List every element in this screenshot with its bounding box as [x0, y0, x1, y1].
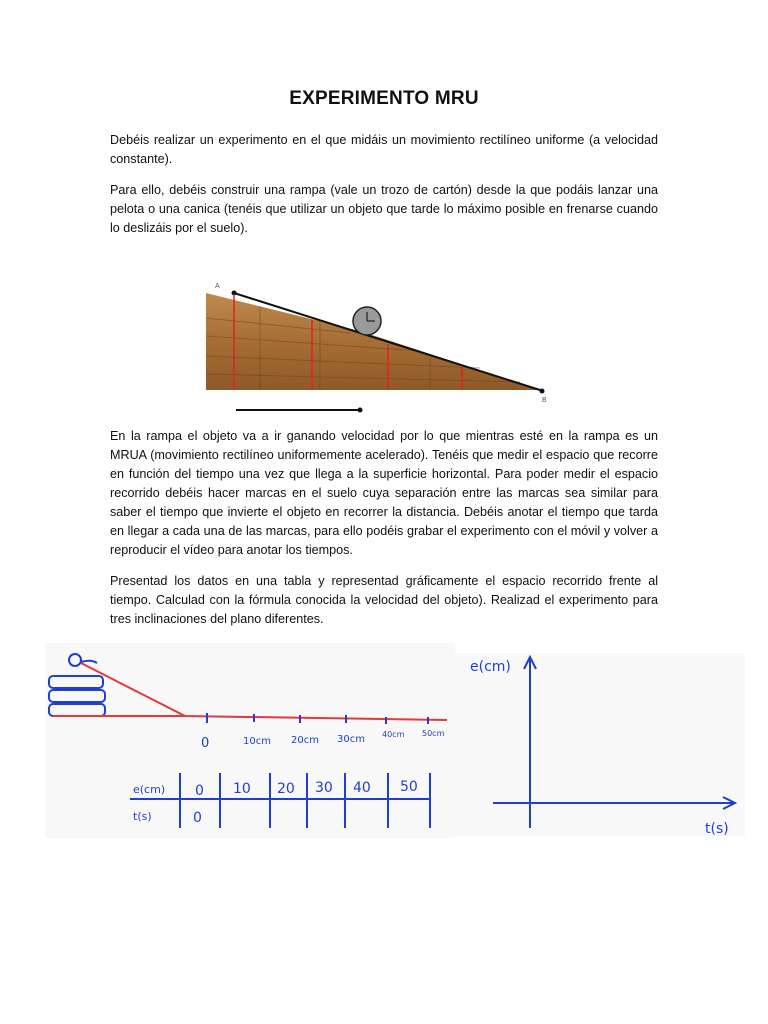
table-cell: 0 — [193, 810, 202, 826]
paragraph-intro: Debéis realizar un experimento en el que midáis un movimiento rectilíneo uniforme (a velocidad constante). — [110, 133, 658, 166]
paragraph-presentation: Presentad los datos en una tabla y representad gráficamente el espacio recorrido frente al tiempo. Calculad con la fórmula conocida la velocidad del objeto). Realizad el experimento para tres inclinaciones del plano diferentes. — [110, 574, 658, 626]
table-cell: 30 — [315, 780, 333, 796]
table-header-t: t(s) — [133, 810, 152, 823]
hand-drawn-sketch — [45, 643, 455, 838]
table-cell: 0 — [195, 783, 204, 799]
table-cell: 40 — [353, 780, 371, 796]
table-header-e: e(cm) — [133, 783, 166, 796]
tick-label-50: 50cm — [422, 729, 445, 738]
table-cell: 50 — [400, 779, 418, 795]
tick-label-0: 0 — [201, 736, 210, 751]
paragraph-ramp-instructions: Para ello, debéis construir una rampa (vale un trozo de cartón) desde la que podáis lanzar una pelota o una canica (tenéis que utilizar un objeto que tarde lo máximo posible en frenarse cuando lo deslizáis por el suelo). — [110, 183, 658, 235]
tick-label-10: 10cm — [243, 736, 271, 747]
x-axis-label: t(s) — [705, 821, 729, 837]
hand-drawn-graph — [455, 653, 745, 843]
tick-label-40: 40cm — [382, 730, 405, 739]
paragraph-measurement: En la rampa el objeto va a ir ganando velocidad por lo que mientras esté en la rampa es un MRUA (movimiento rectilíneo uniformemente acelerado). Tenéis que medir el espacio que recorre en función del tiempo una vez que llega a la superficie horizontal. Para poder medir el espacio recorrido debéis hacer marcas en el suelo cuya separación entre las marcas sea similar para saber el tiempo que invierte el objeto en recorrer la distancia. Debéis anotar el tiempo que tarda en llegar a cada una de las marcas, para ello podéis grabar el experimento con el móvil y volver a reproducir el vídeo para anotar los tiempos. — [110, 429, 658, 557]
table-cell: 10 — [233, 781, 251, 797]
ramp-point-b — [540, 389, 545, 394]
ramp-label-a: A — [215, 283, 220, 290]
page-title: EXPERIMENTO MRU — [289, 88, 479, 109]
tick-label-30: 30cm — [337, 734, 365, 745]
ramp-label-b: B — [542, 397, 547, 404]
tick-label-20: 20cm — [291, 735, 319, 746]
table-cell: 20 — [277, 781, 295, 797]
ramp-illustration — [200, 276, 560, 416]
y-axis-label: e(cm) — [470, 659, 511, 675]
